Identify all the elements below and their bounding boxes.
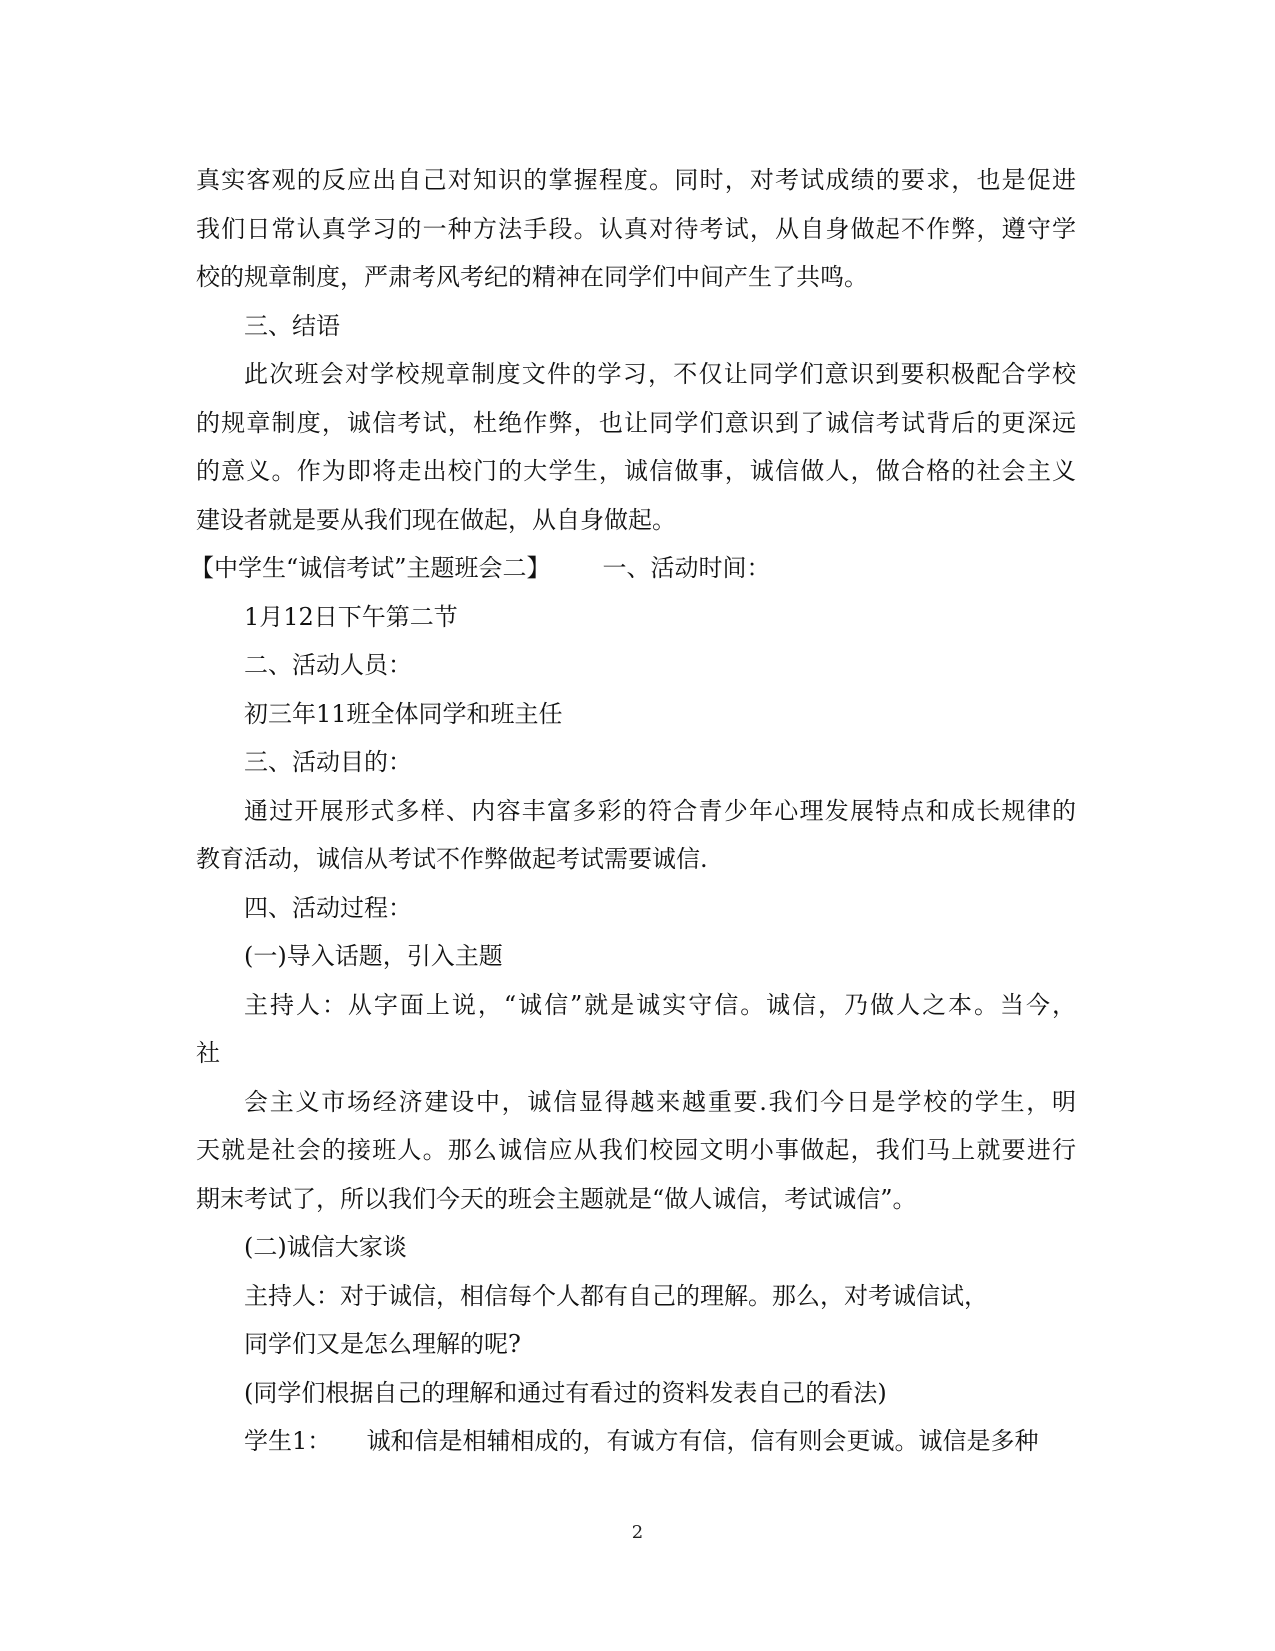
paragraph-line: 社: [196, 1039, 220, 1067]
student-one-line: [196, 1417, 1076, 1466]
paragraph-line: 主持人：从字面上说，“诚信”就是诚实守信。诚信，乃做人之本。当今，: [244, 990, 1076, 1019]
activity-process-label: 四、活动过程：: [244, 893, 412, 922]
paragraph-line: 的意义。作为即将走出校门的大学生，诚信做事，诚信做人，做合格的社会主义: [196, 457, 1076, 485]
activity-people-label: 二、活动人员：: [244, 651, 412, 679]
student-one-label: 学生1：: [244, 1427, 332, 1455]
stage-note: (同学们根据自己的理解和通过有看过的资料发表自己的看法): [244, 1378, 887, 1407]
paragraph-line: 校的规章制度，严肃考风考纪的精神在同学们中间产生了共鸣。: [196, 263, 868, 291]
activity-time-value: 1月12日下午第二节: [244, 602, 458, 631]
activity-goal-label: 三、活动目的：: [244, 748, 412, 776]
paragraph-line: 会主义市场经济建设中，诚信显得越来越重要.我们今日是学校的学生，明: [244, 1087, 1076, 1116]
paragraph-line: 教育活动，诚信从考试不作弊做起考试需要诚信.: [196, 845, 708, 873]
paragraph-line: 此次班会对学校规章制度文件的学习，不仅让同学们意识到要积极配合学校: [244, 360, 1076, 388]
paragraph-line: 天就是社会的接班人。那么诚信应从我们校园文明小事做起，我们马上就要进行: [196, 1136, 1076, 1164]
paragraph-line: 的规章制度，诚信考试，杜绝作弊，也让同学们意识到了诚信考试背后的更深远: [196, 408, 1076, 437]
activity-people-value: 初三年11班全体同学和班主任: [244, 699, 563, 728]
student-one-text: 诚和信是相辅相成的，有诚方有信，信有则会更诚。诚信是多种: [366, 1427, 1039, 1455]
section-heading-conclusion: 三、结语: [244, 311, 340, 340]
paragraph-line: 我们日常认真学习的一种方法手段。认真对待考试，从自身做起不作弊，遵守学: [196, 214, 1076, 243]
document-body: [190, 156, 1076, 1466]
part-two-title: 【中学生“诚信考试”主题班会二】: [190, 554, 551, 582]
paragraph-line: 通过开展形式多样、内容丰富多彩的符合青少年心理发展特点和成长规律的: [244, 796, 1076, 825]
paragraph-line: 同学们又是怎么理解的呢?: [244, 1330, 521, 1358]
paragraph-line: 真实客观的反应出自己对知识的掌握程度。同时，对考试成绩的要求，也是促进: [196, 166, 1076, 194]
step-one-title: (一)导入话题，引入主题: [244, 942, 503, 970]
page-number: 2: [631, 1522, 644, 1543]
paragraph-line: 主持人：对于诚信，相信每个人都有自己的理解。那么，对考诚信试，: [244, 1281, 988, 1310]
paragraph-line: 期末考试了，所以我们今天的班会主题就是“做人诚信，考试诚信”。: [196, 1184, 917, 1213]
step-two-title: (二)诚信大家谈: [244, 1233, 407, 1261]
paragraph-line: 建设者就是要从我们现在做起，从自身做起。: [196, 505, 676, 534]
part-two-heading-line: [190, 544, 1076, 593]
activity-time-label: 一、活动时间：: [602, 554, 771, 582]
